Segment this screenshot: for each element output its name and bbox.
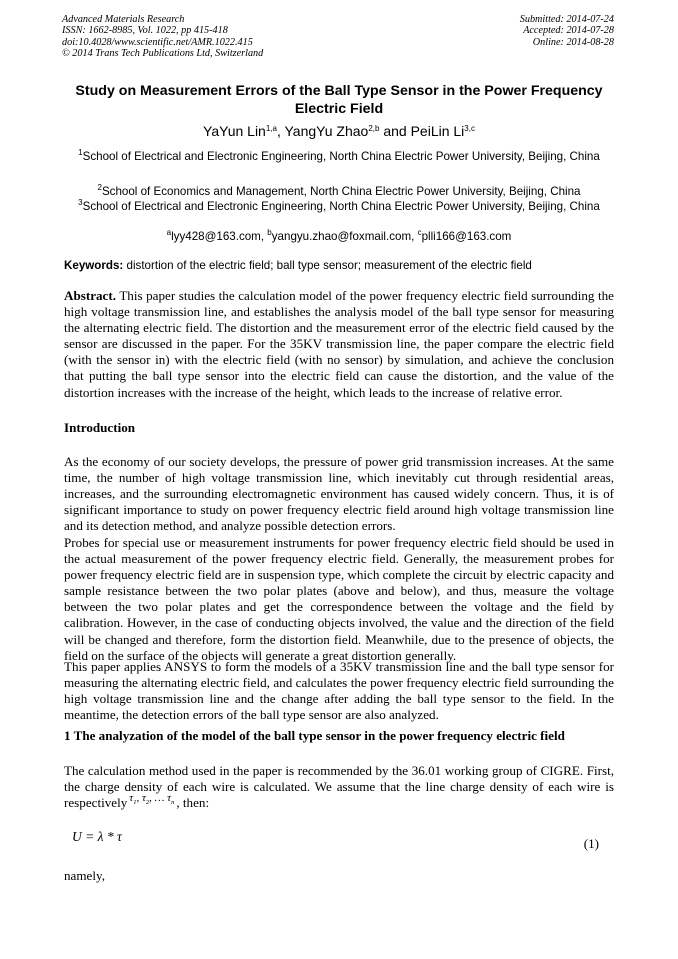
- online-date: Online: 2014-08-28: [532, 36, 614, 48]
- email-address[interactable]: yangyu.zhao@foxmail.com: [271, 230, 412, 243]
- abstract-text: This paper studies the calculation model of the power frequency electric field surrounding the high voltage transmission line, and establishes the analysis model of the ball type sensor for measuring the alternating electric field. The distortion and the measurement error of the electric field caused by the sensor are discussed in the paper. For the 35KV transmission line, the paper compare the electric field (with the sensor in) with the electric field (with no sensor) by simulation, and achieve the conclusion that putting the ball type sensor into the electric field can cause the distortion, and the value of the distortion increases with the increase of the height, which leads to the increase of relative error.: [64, 288, 614, 400]
- author-emails: $^a$lyy428@163.com, $^b$yangyu.zhao@foxmail.com, $^c$plli166@163.com: [166, 228, 512, 243]
- paragraph: This paper applies ANSYS to form the models of a 35KV transmission line and the ball type sensor for measuring the alternating electric field, and calculates the power frequency electric field surrounding the high voltage transmission line and the change after adding the ball type sensor to the field. In the meantime, the detection errors of the ball type sensor are also analyzed.: [64, 659, 614, 723]
- journal-copyright: © 2014 Trans Tech Publications Ltd, Switzerland: [62, 47, 264, 59]
- paragraph: Probes for special use or measurement instruments for power frequency electric field should be used in the actual measurement of the power frequency electric field. Generally, the measurement probes for power frequency electric field are in suspension type, which complete the circuit by electric capacity and sample resistance between the two polar plates (above and below), and thus, measure the voltage between the two polar plates and get the correspondence between the voltage and the field by calibration. However, in the case of conducting objects involved, the value and the direction of the field will be changed and therefore, form the distortion field. Meanwhile, due to the presence of objects, the field on the surface of the objects will generate a great distortion generally.: [64, 535, 614, 663]
- author-affiliation-mark: 1,a: [265, 124, 277, 133]
- affiliation-text: School of Electrical and Electronic Engineering, North China Electric Power University, Beijing, China: [82, 200, 600, 213]
- journal-name: Advanced Materials Research: [62, 14, 185, 25]
- affiliation-text: School of Electrical and Electronic Engineering, North China Electric Power University, Beijing, China: [82, 150, 600, 163]
- affiliation-text: School of Economics and Management, North China Electric Power University, Beijing, China: [101, 185, 581, 198]
- affiliation-mark: 2: [97, 183, 102, 192]
- section-heading: Introduction: [64, 420, 136, 435]
- author-name: YaYun Lin: [203, 123, 266, 139]
- author-name: PeiLin Li: [410, 123, 465, 139]
- journal-doi: doi:10.4028/www.scientific.net/AMR.1022.415: [62, 36, 253, 48]
- email-address[interactable]: plli166@163.com: [421, 230, 512, 243]
- email-mark: b: [267, 228, 272, 237]
- keywords-label: Keywords:: [64, 259, 124, 272]
- submission-dates: [520, 14, 614, 48]
- author-name: YangYu Zhao: [284, 123, 369, 139]
- author-conjunction: and: [383, 123, 407, 139]
- paragraph-text: The calculation method used in the paper is recommended by the 36.01 working group of CIGRE. First, the charge density of each wire is calculated. We assume that the line charge density of each wire is respectively: [64, 763, 614, 811]
- tau-symbol: τ: [141, 792, 146, 805]
- tau-subscript: n: [171, 799, 175, 807]
- equation-number: (1): [583, 836, 599, 851]
- paragraph-text: , then:: [176, 795, 210, 811]
- email-mark: c: [417, 228, 422, 237]
- keywords: [64, 258, 616, 273]
- affiliation: [64, 199, 614, 215]
- email-address[interactable]: lyy428@163.com: [171, 230, 261, 243]
- author-list: YaYun Lin$^{1,a}$, YangYu Zhao$^{2,b}$ and PeiLin Li$^{3,c}$: [203, 123, 475, 139]
- author-affiliation-mark: 3,c: [464, 124, 475, 133]
- paragraph: [64, 763, 614, 817]
- accepted-date: Accepted: 2014-07-28: [523, 25, 614, 37]
- ellipsis: …: [154, 792, 165, 805]
- tau-subscript: 1: [133, 799, 137, 807]
- affiliation: [64, 149, 614, 165]
- paragraph: namely,: [64, 868, 105, 883]
- email-mark: a: [166, 228, 172, 237]
- affiliation: [64, 184, 614, 200]
- tau-symbol: τ: [129, 792, 134, 805]
- tau-subscript: 2: [145, 799, 150, 807]
- tau-symbol: τ: [167, 792, 172, 805]
- section-heading: 1 The analyzation of the model of the ball type sensor in the power frequency electric field: [64, 728, 565, 743]
- author-affiliation-mark: 2,b: [368, 124, 380, 133]
- abstract-label: Abstract.: [64, 288, 116, 303]
- paragraph: As the economy of our society develops, the pressure of power grid transmission increases. At the same time, the number of high voltage transmission line, which inevitably cut through residential areas, increases, and the surrounding electromagnetic environment has caused widely concern. Thus, it is of significant importance to study on power frequency electric field around high voltage transmission line and its detection method, and analyze possible detection errors.: [64, 454, 614, 534]
- submitted-date: Submitted: 2014-07-24: [519, 14, 614, 25]
- affiliation-mark: 1: [78, 148, 83, 157]
- paper-title: Study on Measurement Errors of the Ball Type Sensor in the Power Frequency Electric Field: [75, 83, 603, 117]
- journal-info: [62, 14, 263, 59]
- journal-issn: ISSN: 1662-8985, Vol. 1022, pp 415-418: [62, 25, 228, 37]
- affiliation-mark: 3: [78, 198, 83, 207]
- equation: U = λ * τ: [72, 829, 122, 844]
- keywords-text: distortion of the electric field; ball type sensor; measurement of the electric field: [126, 259, 532, 272]
- abstract: [64, 288, 614, 401]
- charge-density-symbols: τ1, τ2, … τn: [129, 792, 175, 807]
